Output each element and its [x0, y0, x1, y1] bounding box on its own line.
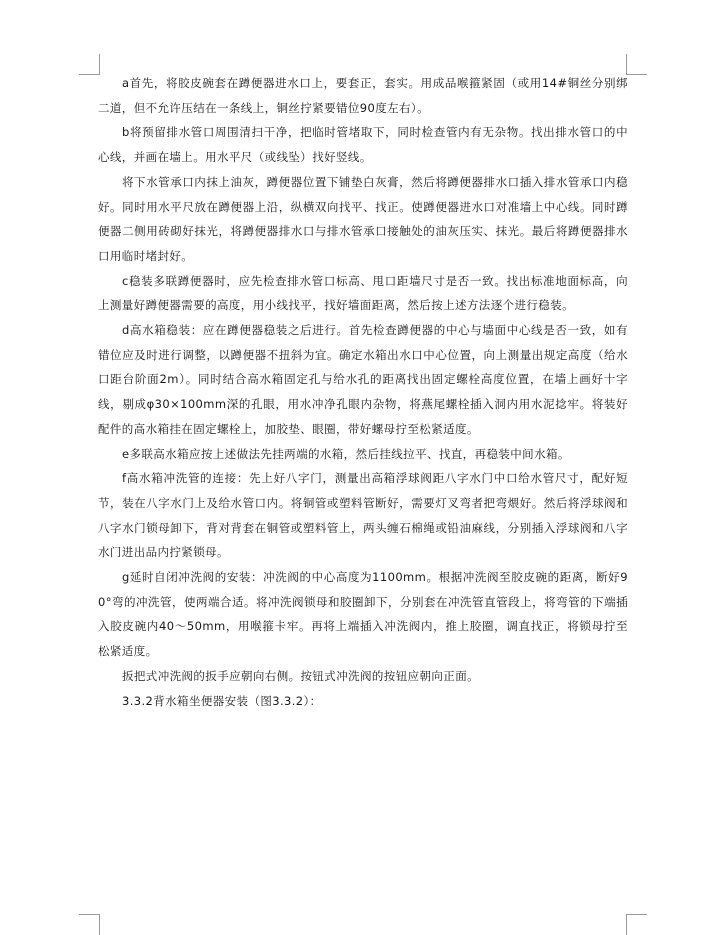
crop-mark-bottom-left: [79, 914, 100, 935]
crop-mark-bottom-right: [626, 914, 647, 935]
section-heading: 3.3.2背水箱坐便器安装（图3.3.2）：: [122, 693, 322, 708]
paragraph-b-continued: 将下水管承口内抹上油灰，蹲便器位置下铺垫白灰膏，然后将蹲便器排水口插入排水管承口内稳好。同时用水平尺放在蹲便器上沿，纵横双向找平、找正。使蹲便器进水口对准墙上中心线。同时蹲便器二侧用砖砌好抹光，将蹲便器排水口与排水管承口接触处的油灰压实、抹光。最后将蹲便器排水口用临时堵封好。: [98, 174, 628, 263]
paragraph-c: c稳装多联蹲便器时，应先检查排水管口标高、甩口距墙尺寸是否一致。找出标准地面标高，向上测量好蹲便器需要的高度，用小线找平，找好墙面距离，然后按上述方法逐个进行稳装。: [98, 273, 628, 313]
document-body: [98, 71, 628, 713]
paragraph-g: g延时自闭冲洗阀的安装：冲洗阀的中心高度为1100mm。根据冲洗阀至胶皮碗的距离，断好90°弯的冲洗管，使两端合适。将冲洗阀锁母和胶圈卸下，分别套在冲洗管直管段上，将弯管的下端插入胶皮碗内40～50mm，用喉箍卡牢。再将上端插入冲洗阀内，推上胶圈，调直找正，将锁母拧至松紧适度。: [98, 570, 628, 659]
paragraph-d: d高水箱稳装：应在蹲便器稳装之后进行。首先检查蹲便器的中心与墙面中心线是否一致，如有错位应及时进行调整，以蹲便器不扭斜为宜。确定水箱出水口中心位置，向上测量出规定高度（给水口距台阶面2m）。同时结合高水箱固定孔与给水孔的距离找出固定螺栓高度位置，在墙上画好十字线，剔成φ30×100mm深的孔眼，用水冲净孔眼内杂物，将燕尾螺栓插入洞内用水泥捻牢。将装好配件的高水箱挂在固定螺栓上，加胶垫、眼圈，带好螺母拧至松紧适度。: [98, 323, 628, 436]
paragraph-a: a首先，将胶皮碗套在蹲便器进水口上，要套正，套实。用成品喉箍紧固（或用14#铜丝分别绑二道，但不允许压结在一条线上，铜丝拧紧要错位90度左右）。: [98, 76, 628, 115]
paragraph-valve-orientation: 扳把式冲洗阀的扳手应朝向右侧。按钮式冲洗阀的按钮应朝向正面。: [122, 668, 479, 683]
paragraph-e: e多联高水箱应按上述做法先挂两端的水箱，然后挂线拉平、找直，再稳装中间水箱。: [122, 446, 570, 461]
crop-mark-top-left: [79, 54, 100, 75]
crop-mark-top-right: [626, 54, 647, 75]
paragraph-f: f高水箱冲洗管的连接：先上好八字门，测量出高箱浮球阀距八字水门中口给水管尺寸，配好短节，装在八字水门上及给水管口内。将铜管或塑料管断好，需要灯叉弯者把弯煨好。然后将浮球阀和八字水门锁母卸下，背对背套在铜管或塑料管上，两头缠石棉绳或铅油麻线，分别插入浮球阀和八字水门进出品内拧紧锁母。: [98, 471, 628, 560]
paragraph-b: b将预留排水管口周围清扫干净，把临时管堵取下，同时检查管内有无杂物。找出排水管口的中心线，并画在墙上。用水平尺（或线坠）找好竖线。: [98, 125, 628, 165]
